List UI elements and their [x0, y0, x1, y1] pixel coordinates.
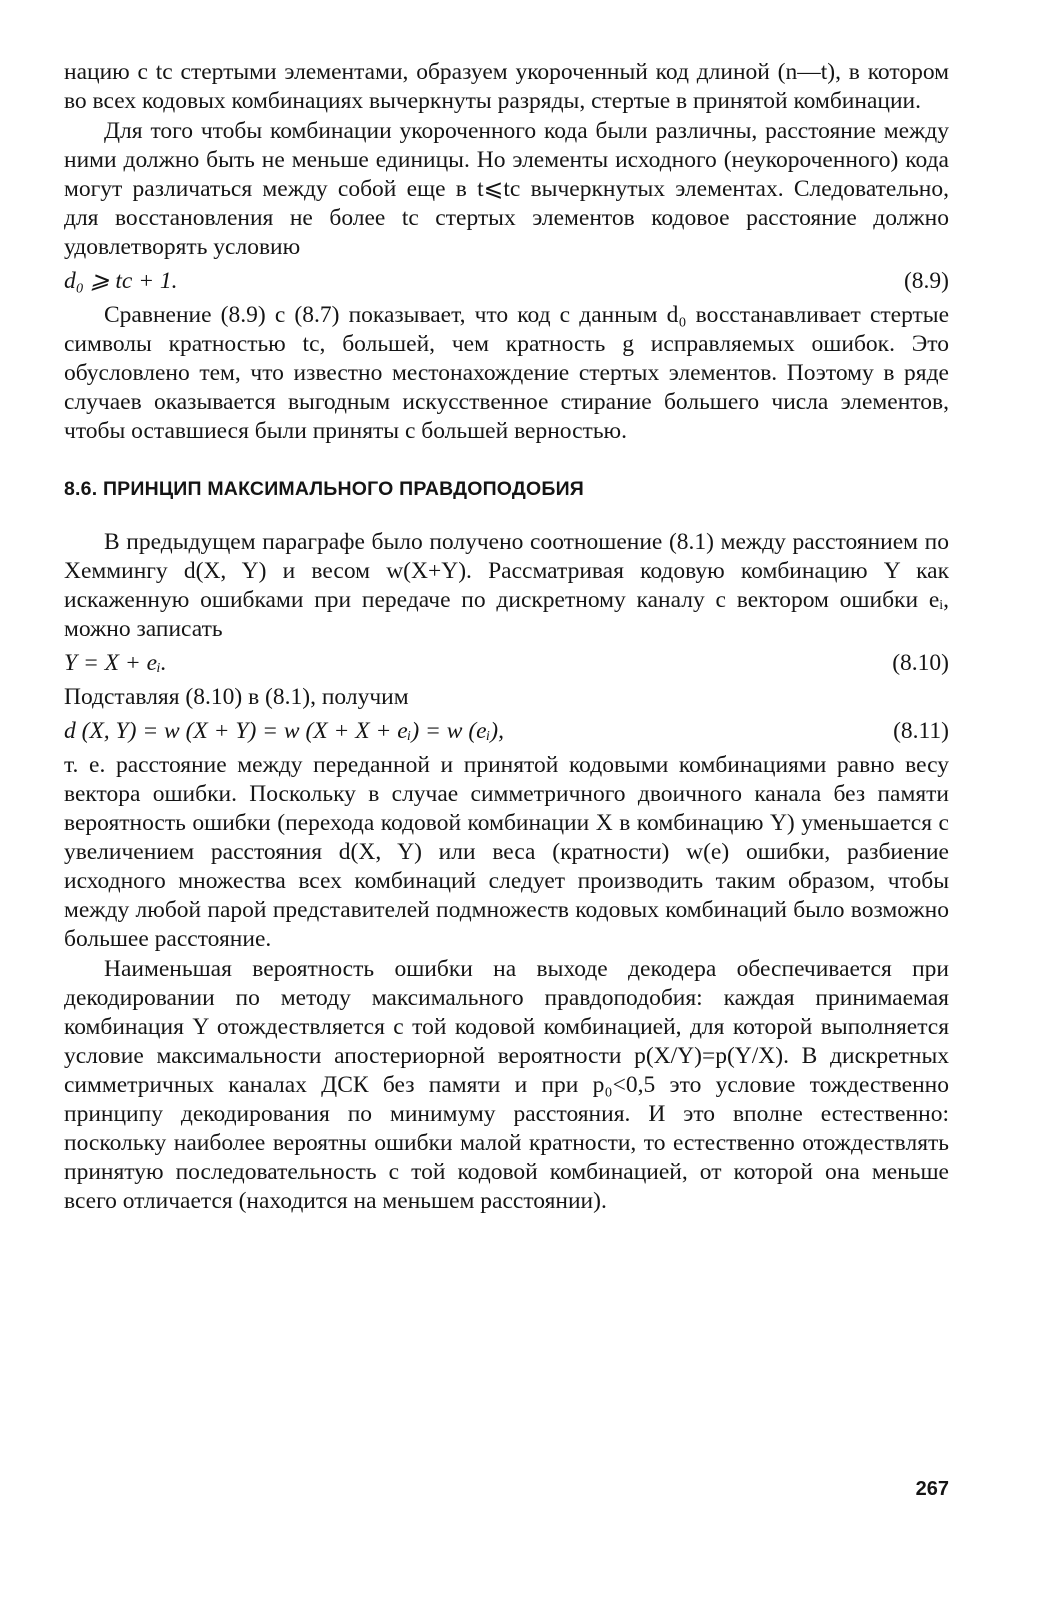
equation-8-11-formula: d (X, Y) = w (X + Y) = w (X + X + eᵢ) = w (eᵢ), — [64, 718, 505, 744]
paragraph-4: В предыдущем параграфе было получено соотношение (8.1) между расстоянием по Хеммингу d(X, Y) и весом w(X+Y). Рассматривая кодовую комбинацию Y как искаженную ошибками при передаче по дискретному каналу с вектором ошибки eᵢ, можно записать — [64, 529, 949, 642]
equation-8-9 — [64, 266, 949, 296]
paragraph-7: Наименьшая вероятность ошибки на выходе декодера обеспечивается при декодировании по методу максимального правдоподобия: каждая принимаемая комбинация Y отождествляется с той кодовой комбинацией, для которой выполняется условие максимальности апостериорной вероятности p(X/Y)=p(Y/X). В дискретных симметричных каналах ДСК без памяти и при p₀<0,5 это условие тождественно принципу декодирования по минимуму расстояния. И это вполне естественно: поскольку наиболее вероятны ошибки малой кратности, то естественно отождествлять принятую последовательность с той кодовой комбинацией, от которой она меньше всего отличается (находится на меньшем расстоянии). — [64, 956, 949, 1214]
equation-8-9-number: (8.9) — [903, 268, 949, 294]
page-number: 267 — [915, 1478, 949, 1500]
equation-8-10-number: (8.10) — [892, 650, 949, 676]
paragraph-2: Для того чтобы комбинации укороченного кода были различны, расстояние между ними должно быть не меньше единицы. Но элементы исходного (неукороченного) кода могут различаться между собой еще в t⩽tс вычеркнутых элементах. Следовательно, для восстановления не более tс стертых элементов кодовое расстояние должно удовлетворять условию — [64, 118, 949, 260]
page-body — [64, 58, 949, 1216]
equation-8-10 — [64, 648, 949, 678]
paragraph-1: нацию с tс стертыми элементами, образуем укороченный код длиной (n—t), в котором во всех кодовых комбинациях вычеркнуты разряды, стертые в принятой комбинации. — [64, 59, 949, 114]
equation-8-10-formula: Y = X + eᵢ. — [64, 650, 167, 676]
section-heading: 8.6. ПРИНЦИП МАКСИМАЛЬНОГО ПРАВДОПОДОБИЯ — [64, 478, 585, 500]
paragraph-5: Подставляя (8.10) в (8.1), получим — [64, 684, 409, 710]
equation-8-11 — [64, 716, 949, 746]
paragraph-3: Сравнение (8.9) с (8.7) показывает, что код с данным d₀ восстанавливает стертые символы кратностью tс, большей, чем кратность g исправляемых ошибок. Это обусловлено тем, что известно местонахождение стертых элементов. Поэтому в ряде случаев оказывается выгодным искусственное стирание большего числа элементов, чтобы оставшиеся были приняты с большей верностью. — [64, 302, 949, 444]
equation-8-9-formula: d₀ ⩾ tс + 1. — [64, 268, 178, 294]
paragraph-6: т. е. расстояние между переданной и принятой кодовыми комбинациями равно весу вектора ошибки. Поскольку в случае симметричного двоичного канала без памяти вероятность ошибки (перехода кодовой комбинации X в комбинацию Y) уменьшается с увеличением расстояния d(X, Y) или веса (кратности) w(e) ошибки, разбиение исходного множества всех комбинаций следует производить таким образом, чтобы между любой парой представителей подмножеств кодовых комбинаций было возможно большее расстояние. — [64, 752, 949, 952]
equation-8-11-number: (8.11) — [893, 718, 949, 744]
